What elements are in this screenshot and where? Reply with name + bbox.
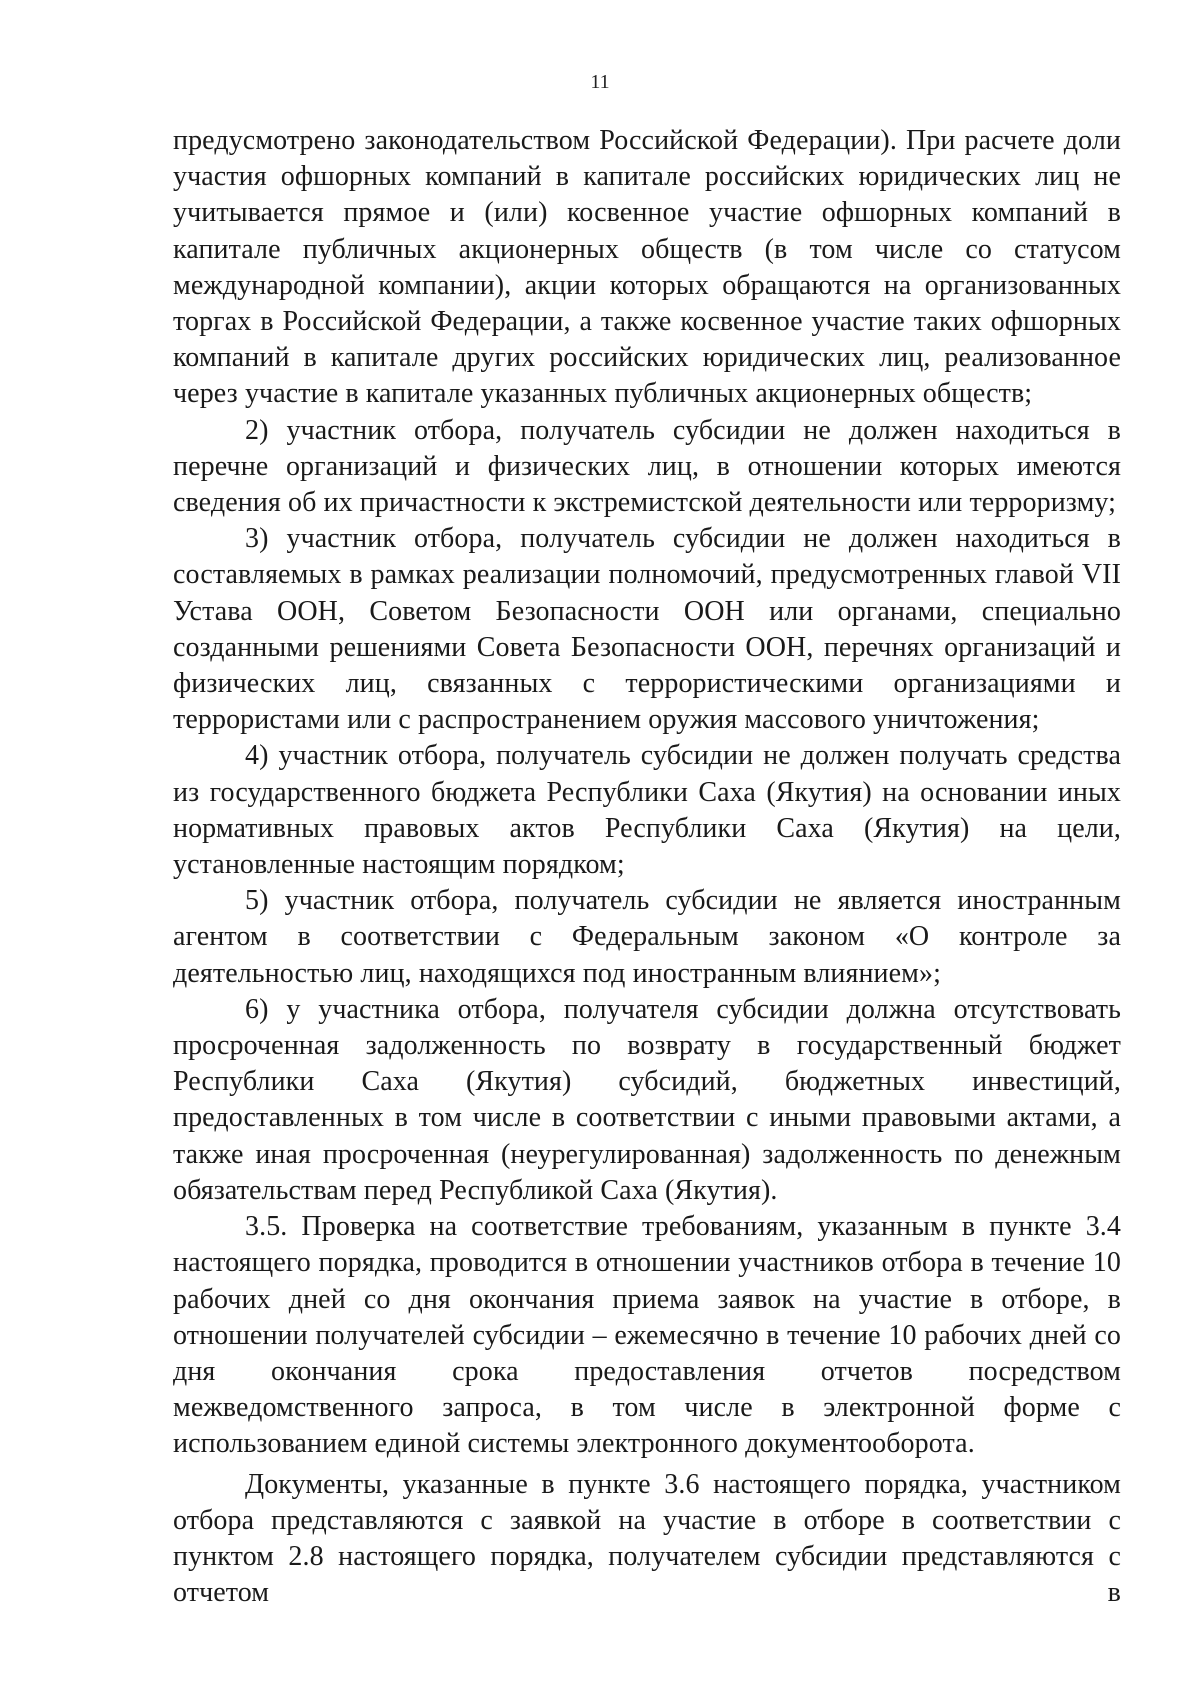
paragraph-requirement-2: 2) участник отбора, получатель субсидии не должен находиться в перечне организаций и физических лиц, в отношении которых имеются сведения об их причастности к экстремистской деятельности или терроризму; (173, 414, 1121, 519)
paragraph-requirement-4: 4) участник отбора, получатель субсидии не должен получать средства из государственного бюджета Республики Саха (Якутия) на основании иных нормативных правовых актов Республики Саха (Якутия) на цели, установленные настоящим порядком; (173, 740, 1121, 881)
paragraph-requirement-6: 6) у участника отбора, получателя субсидии должна отсутствовать просроченная задолженность по возврату в государственный бюджет Республики Саха (Якутия) субсидий, бюджетных инвестиций, предоставленных в том числе в соответствии с иными правовыми актами, а также иная просроченная (неурегулированная) задолженность по денежным обязательствам перед Республикой Саха (Якутия). (173, 993, 1121, 1206)
document-body (173, 123, 1121, 1611)
paragraph-documents: Документы, указанные в пункте 3.6 настоящего порядка, участником отбора представляются с заявкой на участие в отборе в соответствии с пунктом 2.8 настоящего порядка, получателем субсидии представляются с отчетом в (173, 1468, 1121, 1609)
paragraph-offshore-participation: предусмотрено законодательством Российской Федерации). При расчете доли участия офшорных компаний в капитале российских юридических лиц не учитывается прямое и (или) косвенное участие офшорных компаний в капитале публичных акционерных обществ (в том числе со статусом международной компании), акции которых обращаются на организованных торгах в Российской Федерации, а также косвенное участие таких офшорных компаний в капитале других российских юридических лиц, реализованное через участие в капитале указанных публичных акционерных обществ; (173, 125, 1121, 410)
paragraph-requirement-3: 3) участник отбора, получатель субсидии не должен находиться в составляемых в рамках реализации полномочий, предусмотренных главой VII Устава ООН, Советом Безопасности ООН или органами, специально созданными решениями Совета Безопасности ООН, перечнях организаций и физических лиц, связанных с террористическими организациями и террористами или с распространением оружия массового уничтожения; (173, 523, 1121, 736)
paragraph-requirement-5: 5) участник отбора, получатель субсидии не является иностранным агентом в соответствии с Федеральным законом «О контроле за деятельностью лиц, находящихся под иностранным влиянием»; (173, 885, 1121, 989)
page-number: 11 (590, 71, 610, 93)
paragraph-section-3-5: 3.5. Проверка на соответствие требованиям, указанным в пункте 3.4 настоящего порядка, проводится в отношении участников отбора в течение 10 рабочих дней со дня окончания приема заявок на участие в отборе, в отношении получателей субсидии – ежемесячно в течение 10 рабочих дней со дня окончания срока предоставления отчетов посредством межведомственного запроса, в том числе в электронной форме с использованием единой системы электронного документооборота. (173, 1211, 1121, 1460)
